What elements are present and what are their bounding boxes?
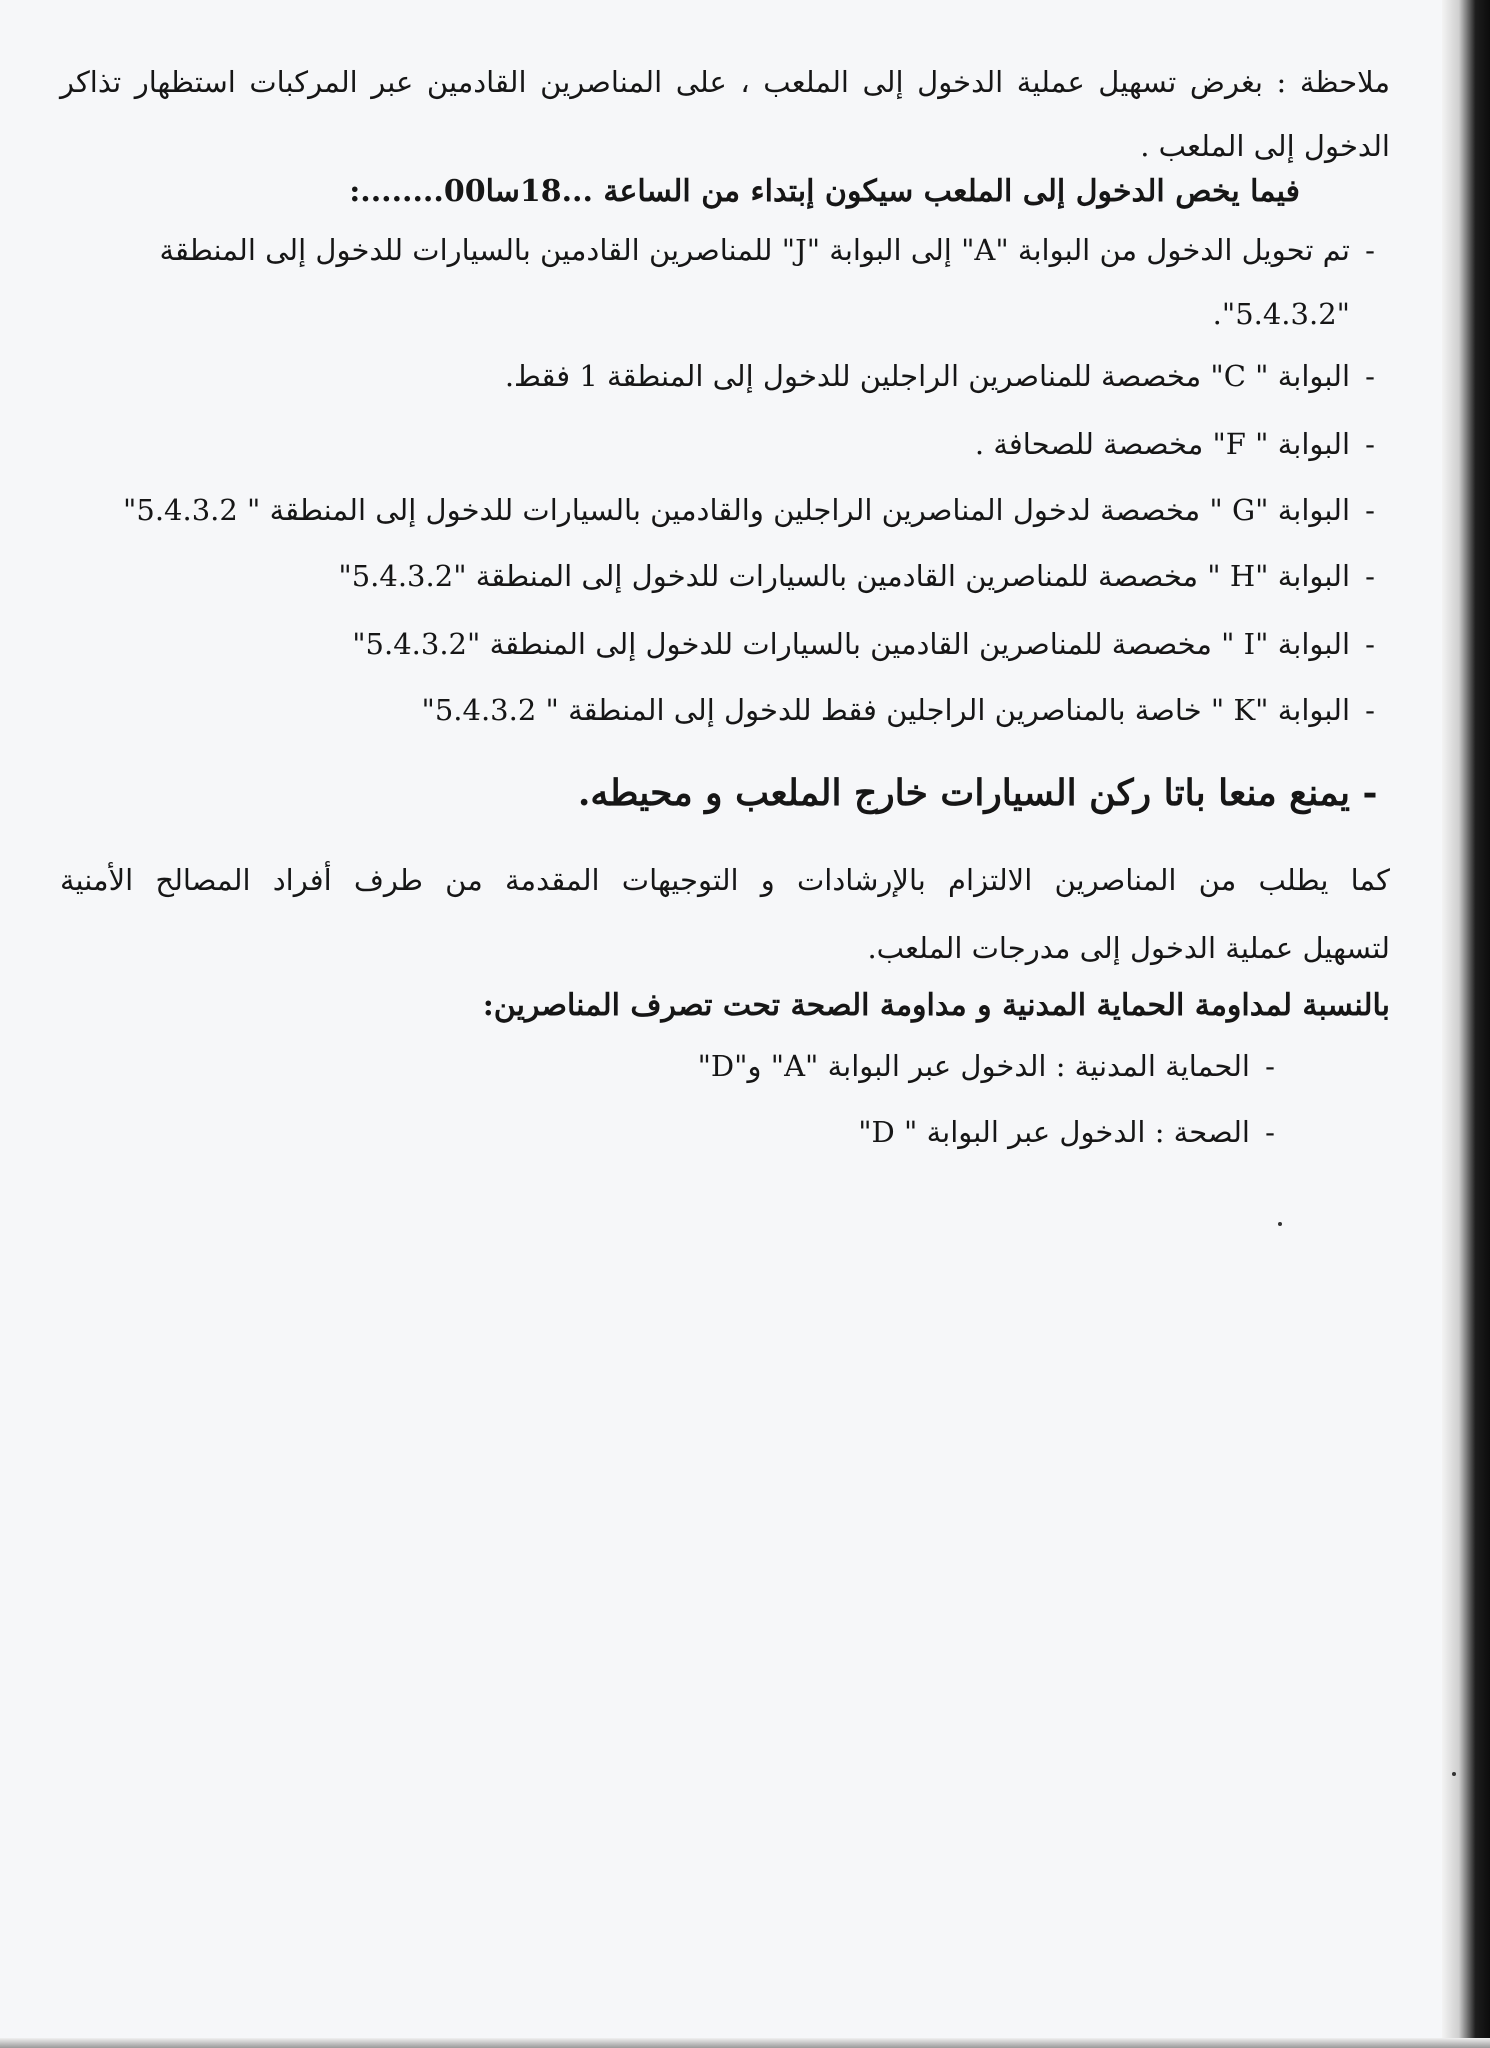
note-line-1: ملاحظة : بغرض تسهيل عملية الدخول إلى الملعب ، على المناصرين القادمين عبر المركبات استظهار تذاكر — [60, 65, 1390, 99]
stray-dot — [1452, 1772, 1456, 1776]
list-item — [422, 692, 1391, 730]
bullet-dash: - — [1365, 693, 1375, 727]
item-text: البوابة "G " مخصصة لدخول المناصرين الراجلين والقادمين بالسيارات للدخول إلى المنطقة " 5.4.3.2" — [123, 493, 1350, 527]
list-item — [698, 1048, 1290, 1086]
parking-ban-notice — [578, 770, 1390, 817]
item-text: البوابة "K " خاصة بالمناصرين الراجلين فقط للدخول إلى المنطقة " 5.4.3.2" — [421, 693, 1350, 727]
bullet-dash: - — [1365, 493, 1375, 527]
note-line-2: الدخول إلى الملعب . — [1140, 129, 1390, 163]
list-item — [123, 492, 1390, 530]
item-text: البوابة " F" مخصصة للصحافة . — [974, 427, 1350, 461]
list-item — [505, 358, 1390, 396]
bullet-dash: - — [1265, 1049, 1275, 1083]
bullet-dash: - — [1365, 627, 1375, 661]
bullet-dash: - — [1362, 772, 1378, 814]
parking-ban-text: يمنع منعا باتا ركن السيارات خارج الملعب و محيطه. — [577, 772, 1350, 814]
bullet-dash: - — [1365, 359, 1375, 393]
item-text: البوابة "I " مخصصة للمناصرين القادمين بالسيارات للدخول إلى المنطقة "5.4.3.2" — [352, 627, 1350, 661]
list-item-continuation: "5.4.3.2". — [1212, 297, 1350, 331]
list-item — [352, 626, 1390, 664]
stray-dot — [1278, 1222, 1282, 1226]
scan-edge-shadow — [1442, 0, 1490, 2048]
list-item — [858, 1114, 1290, 1152]
request-line-2: لتسهيل عملية الدخول إلى مدرجات الملعب. — [867, 931, 1390, 965]
civil-protection-text: الحماية المدنية : الدخول عبر البوابة "A" و"D" — [697, 1049, 1250, 1083]
health-text: الصحة : الدخول عبر البوابة " D" — [858, 1115, 1250, 1149]
list-item — [338, 558, 1390, 596]
list-item — [160, 232, 1391, 270]
bullet-dash: - — [1265, 1115, 1275, 1149]
bullet-dash: - — [1365, 559, 1375, 593]
list-item — [975, 426, 1390, 464]
bullet-dash: - — [1365, 233, 1375, 267]
item-text: تم تحويل الدخول من البوابة "A" إلى البوابة "J" للمناصرين القادمين بالسيارات للدخول إلى المنطقة — [159, 233, 1350, 267]
item-text: البوابة "H " مخصصة للمناصرين القادمين بالسيارات للدخول إلى المنطقة "5.4.3.2" — [338, 559, 1350, 593]
request-line-1: كما يطلب من المناصرين الالتزام بالإرشادات و التوجيهات المقدمة من طرف أفراد المصالح الأمنية — [60, 863, 1390, 897]
bullet-dash: - — [1365, 427, 1375, 461]
scan-bottom-edge — [0, 2038, 1490, 2048]
civil-health-heading: بالنسبة لمداومة الحماية المدنية و مداومة الصحة تحت تصرف المناصرين: — [482, 988, 1390, 1023]
entry-time-heading: فيما يخص الدخول إلى الملعب سيكون إبتداء من الساعة ...18سا00........: — [349, 174, 1300, 209]
item-text: البوابة " C" مخصصة للمناصرين الراجلين للدخول إلى المنطقة 1 فقط. — [504, 359, 1350, 393]
